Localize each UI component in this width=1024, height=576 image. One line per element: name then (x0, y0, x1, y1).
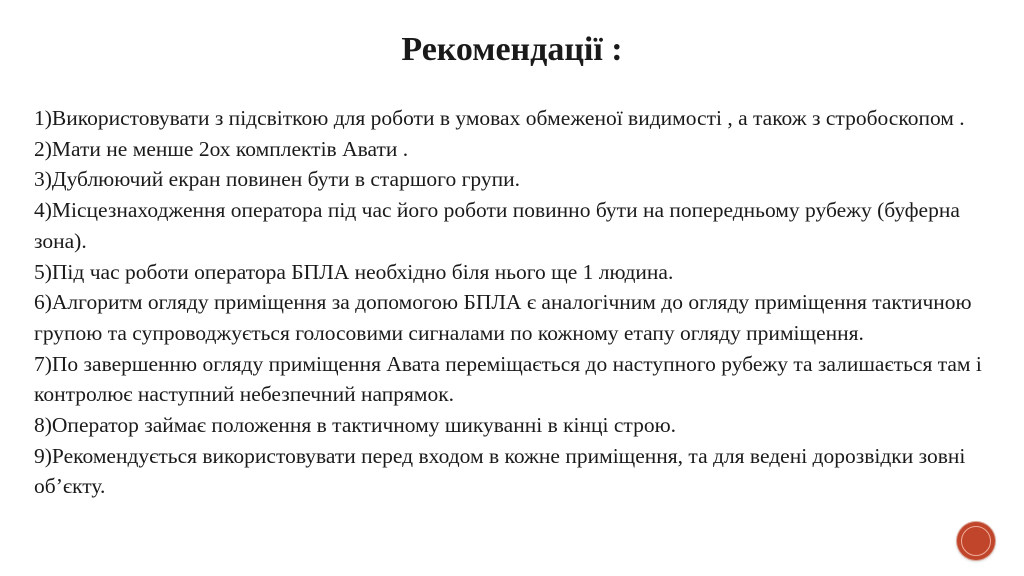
badge-ring-icon (961, 526, 991, 556)
recommendation-item-9: 9)Рекомендується використовувати перед входом в кожне приміщення, та для ведені дорозвідки зовні об’єкту. (34, 443, 966, 499)
recommendation-item-7: 7)По завершенню огляду приміщення Авата переміщається до наступного рубежу та залишається там і контролює наступний небезпечний напрямок. (34, 351, 982, 407)
recommendation-item-2: 2)Мати не менше 2ох комплектів Авати . (34, 136, 409, 161)
recommendation-item-5: 5)Під час роботи оператора БПЛА необхідно біля нього ще 1 людина. (34, 259, 674, 284)
recommendation-item-6: 6)Алгоритм огляду приміщення за допомогою БПЛА є аналогічним до огляду приміщення тактичною групою та супроводжується голосовими сигналами по кожному етапу огляду приміщення. (34, 290, 972, 345)
slide-title: Рекомендації : (401, 31, 623, 68)
recommendation-item-3: 3)Дублюючий екран повинен бути в старшого групи. (34, 167, 520, 192)
recommendation-item-8: 8)Оператор займає положення в тактичному шикуванні в кінці строю. (34, 413, 677, 438)
slide-number-badge (957, 522, 995, 560)
recommendations-list (34, 103, 999, 502)
recommendation-item-4: 4)Місцезнаходження оператора під час його роботи повинно бути на попередньому рубежу (буферна зона). (34, 198, 960, 253)
recommendation-item-1: 1)Використовувати з підсвіткою для роботи в умовах обмеженої видимості , а також з стробоскопом . (34, 106, 965, 130)
